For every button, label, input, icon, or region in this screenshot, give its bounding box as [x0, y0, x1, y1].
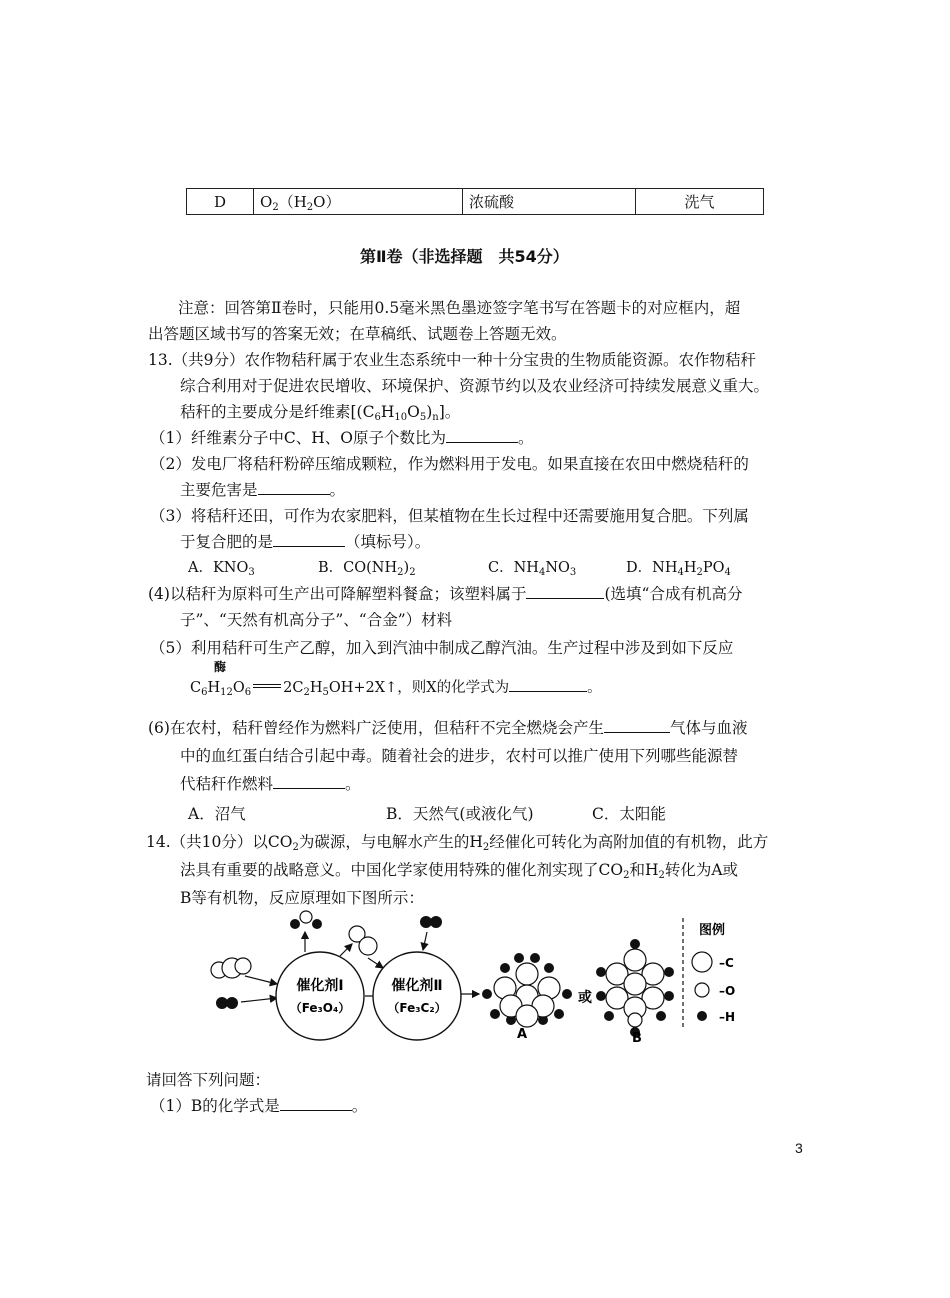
table-cell-method: 洗气 [636, 189, 764, 215]
notice-line: 出答题区域书写的答案无效；在草稿纸、试题卷上答题无效。 [148, 325, 567, 343]
answer-blank[interactable] [273, 774, 345, 789]
or-label: 或 [578, 990, 592, 1006]
molecule-b-icon [596, 939, 674, 1037]
equals-sign [253, 684, 281, 688]
carbon-atom-icon [692, 952, 712, 972]
q13-part2: 主要危害是 。 [180, 481, 346, 499]
option-d: D．$NH_4H_2PO_4$ [626, 560, 731, 578]
hydrogen-atom-icon [697, 1011, 707, 1021]
table-cell-substance: $O_2(H_2O)$ [254, 189, 463, 215]
co2-molecule-icon [211, 958, 251, 978]
option-b: B．天然气(或液化气) [386, 805, 534, 823]
table-cell-option: D [187, 189, 254, 215]
reaction-equation: $C_6H_{12}O_6$ $2C_2H_5OH+2X↑$，则X的化学式为 。 [190, 676, 602, 697]
answer-blank[interactable] [526, 584, 604, 599]
reaction-diagram [205, 910, 765, 1052]
q13-stem: 秸秆的主要成分是纤维素$[(C_6H_{10}O_5)_n]$。 [180, 403, 461, 423]
q14-stem: 14.（共10分）以$CO_2$为碳源，与电解水产生的$H_2$经催化可转化为高附加值的有机物，此方 [146, 833, 769, 853]
h2-molecule-icon [216, 997, 238, 1009]
option-c: C．$NH_4NO_3$ [488, 560, 577, 578]
catalyst-1-circle [276, 952, 364, 1040]
option-a: A．$KNO_3$ [188, 560, 255, 578]
answer-blank[interactable] [509, 677, 587, 692]
label-a: A [517, 1027, 528, 1042]
answer-blank[interactable] [258, 480, 330, 495]
answer-table [186, 188, 764, 215]
q13-part3: 于复合肥的是 （填标号）。 [180, 533, 431, 551]
co-molecule-icon [349, 926, 377, 955]
label-b: B [632, 1031, 642, 1046]
answer-blank[interactable] [273, 532, 345, 547]
q13-part6: 代秸秆作燃料 。 [180, 775, 361, 793]
catalyst-2-label: 催化剂Ⅱ [391, 978, 443, 994]
q13-part4: (4)以秸秆为原料可生产出可降解塑料餐盒；该塑料属于 (选填“合成有机高分 [148, 585, 743, 603]
q13-part3: （3）将秸秆还田，可作为农家肥料，但某植物在生长过程中还需要施用复合肥。下列属 [150, 507, 749, 525]
section-title: 第Ⅱ卷（非选择题 共54分） [360, 247, 569, 266]
q14-prompt: 请回答下列问题： [146, 1071, 271, 1089]
q13-part4: 子”、“天然有机高分子”、“合金”）材料 [180, 611, 453, 629]
molecule-a-icon [482, 953, 572, 1027]
table-row [187, 189, 764, 215]
page-number: 3 [795, 1140, 803, 1156]
legend-title: 图例 [699, 923, 726, 938]
reaction-condition: 酶 [214, 660, 227, 674]
q13-part6: (6)在农村，秸秆曾经作为燃料广泛使用，但秸秆不完全燃烧会产生 气体与血液 [148, 719, 748, 737]
q13-part6: 中的血红蛋白结合引起中毒。随着社会的进步，农村可以推广使用下列哪些能源替 [180, 747, 739, 765]
q14-stem: B等有机物，反应原理如下图所示： [180, 889, 424, 907]
q13-stem: 13.（共9分）农作物秸秆属于农业生态系统中一种十分宝贵的生物质能资源。农作物秸秆 [148, 351, 757, 369]
notice-line: 注意：回答第Ⅱ卷时，只能用0.5毫米黑色墨迹签字笔书写在答题卡的对应框内，超 [178, 299, 741, 317]
catalyst-2-formula: （Fe₃C₂） [387, 1001, 447, 1015]
oxygen-atom-icon [695, 983, 709, 997]
legend-carbon: –C [719, 956, 734, 970]
q14-stem: 法具有重要的战略意义。中国化学家使用特殊的催化剂实现了$CO_2$和$H_2$转化为A或 [180, 861, 739, 881]
q13-part1: （1）纤维素分子中C、H、O原子个数比为 。 [150, 429, 534, 447]
option-b: B．$CO(NH_2)_2$ [318, 560, 416, 578]
answer-blank[interactable] [446, 428, 518, 443]
option-c: C．太阳能 [592, 805, 666, 823]
answer-blank[interactable] [604, 718, 670, 733]
table-cell-reagent: 浓硫酸 [463, 189, 636, 215]
catalyst-2-circle [373, 952, 461, 1040]
h2-molecule-icon [420, 916, 442, 928]
option-a: A．沼气 [188, 805, 246, 823]
q14-part1: （1）B的化学式是 。 [150, 1097, 368, 1115]
q13-part2: （2）发电厂将秸秆粉碎压缩成颗粒，作为燃料用于发电。如果直接在农田中燃烧秸秆的 [150, 455, 749, 473]
answer-blank[interactable] [280, 1096, 352, 1111]
catalyst-1-formula: （Fe₃O₄） [289, 1001, 351, 1015]
q13-stem: 综合利用对于促进农民增收、环境保护、资源节约以及农业经济可持续发展意义重大。 [180, 377, 770, 395]
q13-part5: （5）利用秸秆可生产乙醇，加入到汽油中制成乙醇汽油。生产过程中涉及到如下反应 [150, 639, 734, 657]
legend-hydrogen: –H [719, 1010, 736, 1024]
catalyst-1-label: 催化剂Ⅰ [296, 978, 344, 994]
legend-oxygen: –O [719, 984, 736, 998]
h2o-molecule-icon [290, 911, 322, 929]
